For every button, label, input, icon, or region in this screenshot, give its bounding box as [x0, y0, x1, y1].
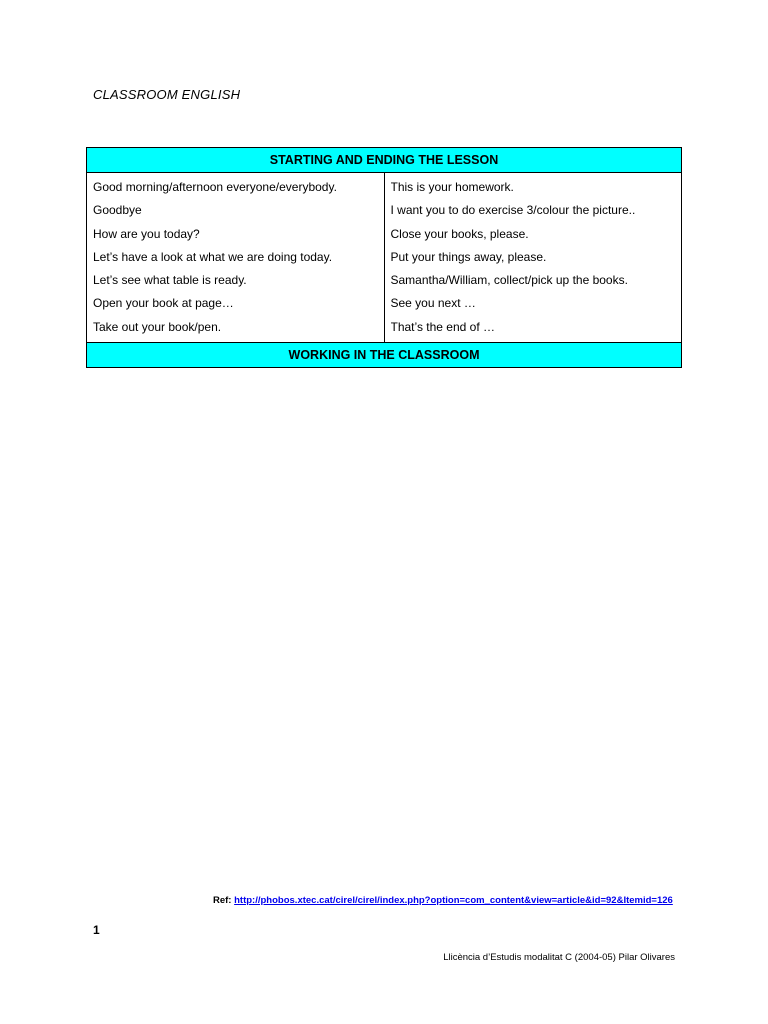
phrase-item: I want you to do exercise 3/colour the picture..: [390, 203, 636, 218]
phrase-item: Samantha/William, collect/pick up the books.: [390, 273, 628, 288]
classroom-phrases-table: [86, 147, 682, 368]
phrase-item: Let’s see what table is ready.: [93, 273, 247, 288]
phrase-item: Close your books, please.: [390, 226, 529, 241]
phrase-item: Let’s have a look at what we are doing today.: [93, 249, 333, 264]
reference-label: Ref:: [213, 895, 232, 906]
phrase-item: See you next …: [390, 296, 476, 311]
phrase-item: That’s the end of …: [390, 319, 496, 334]
phrases-row: [87, 173, 682, 343]
phrase-item: Take out your book/pen.: [93, 319, 222, 334]
phrase-item: Open your book at page…: [93, 296, 234, 311]
section-heading-starting-ending: STARTING AND ENDING THE LESSON: [87, 148, 682, 173]
section-heading-row: [87, 343, 682, 368]
phrase-item: Goodbye: [93, 203, 142, 218]
phrase-item: Good morning/afternoon everyone/everybody.: [93, 180, 337, 194]
right-phrases-column: [384, 173, 682, 343]
phrase-item: This is your homework.: [390, 180, 514, 194]
phrase-item: Put your things away, please.: [390, 249, 547, 264]
section-heading-working: WORKING IN THE CLASSROOM: [87, 343, 682, 368]
section-heading-row: [87, 148, 682, 173]
license-footer: Llicència d’Estudis modalitat C (2004-05) Pilar Olivares: [443, 952, 675, 963]
phrase-item: How are you today?: [93, 226, 200, 241]
reference-line: [213, 895, 673, 906]
reference-link[interactable]: http://phobos.xtec.cat/cirel/cirel/index.php?option=com_content&view=article&id=92&Itemid=126: [234, 895, 673, 906]
document-title: CLASSROOM ENGLISH: [93, 87, 241, 102]
left-phrases-column: [87, 173, 385, 343]
page-number: 1: [93, 923, 100, 937]
